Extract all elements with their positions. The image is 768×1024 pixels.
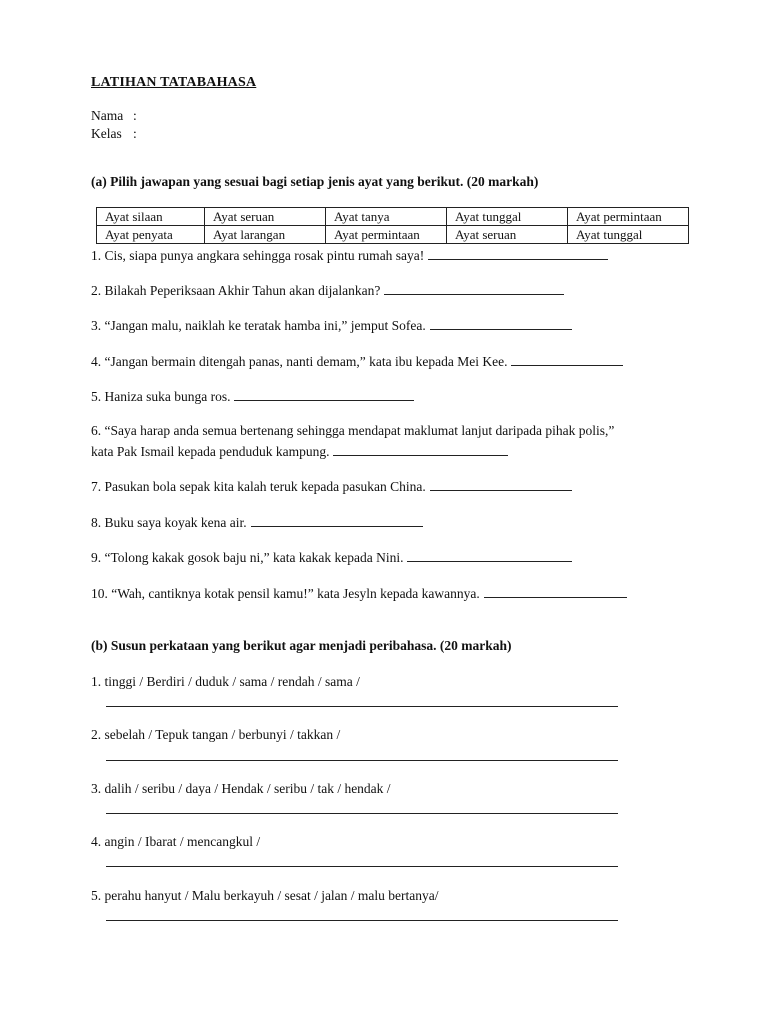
question-text: 8. Buku saya koyak kena air. <box>91 515 247 530</box>
question-b-5 <box>91 888 439 904</box>
class-field <box>91 126 137 142</box>
options-row <box>97 208 689 226</box>
class-separator: : <box>133 126 137 141</box>
question-text: 4. “Jangan bermain ditengah panas, nanti demam,” kata ibu kepada Mei Kee. <box>91 354 508 369</box>
question-a-6 <box>91 423 614 439</box>
question-b-1 <box>91 674 360 690</box>
question-a-6-continued <box>91 443 508 460</box>
answer-line[interactable] <box>106 866 618 867</box>
question-a-7 <box>91 478 572 495</box>
options-row <box>97 226 689 244</box>
question-text: 9. “Tolong kakak gosok baju ni,” kata kakak kepada Nini. <box>91 550 404 565</box>
question-a-1 <box>91 247 608 264</box>
question-a-4 <box>91 353 623 370</box>
option-cell: Ayat tunggal <box>568 226 689 244</box>
name-separator: : <box>133 108 137 123</box>
question-text: 3. dalih / seribu / daya / Hendak / seribu / tak / hendak / <box>91 781 391 796</box>
question-b-4 <box>91 834 260 850</box>
question-text: 7. Pasukan bola sepak kita kalah teruk kepada pasukan China. <box>91 479 426 494</box>
question-b-2 <box>91 727 340 743</box>
option-cell: Ayat tunggal <box>447 208 568 226</box>
question-text: 10. “Wah, cantiknya kotak pensil kamu!” kata Jesyln kepada kawannya. <box>91 586 480 601</box>
question-text: 1. tinggi / Berdiri / duduk / sama / rendah / sama / <box>91 674 360 689</box>
question-a-8 <box>91 514 423 531</box>
option-cell: Ayat seruan <box>205 208 326 226</box>
name-field <box>91 108 137 124</box>
question-a-9 <box>91 549 572 566</box>
name-label: Nama <box>91 108 124 123</box>
option-cell: Ayat silaan <box>97 208 205 226</box>
answer-options-table <box>96 207 689 244</box>
answer-blank[interactable] <box>251 514 423 527</box>
worksheet-title: LATIHAN TATABAHASA <box>91 75 257 90</box>
question-text: 3. “Jangan malu, naiklah ke teratak hamba ini,” jemput Sofea. <box>91 318 426 333</box>
option-cell: Ayat seruan <box>447 226 568 244</box>
class-label: Kelas <box>91 126 122 141</box>
question-text: 4. angin / Ibarat / mencangkul / <box>91 834 261 849</box>
answer-blank[interactable] <box>428 247 608 260</box>
answer-blank[interactable] <box>484 585 627 598</box>
question-text: 5. Haniza suka bunga ros. <box>91 389 231 404</box>
answer-line[interactable] <box>106 706 618 707</box>
question-text: kata Pak Ismail kepada penduduk kampung. <box>91 444 330 459</box>
question-text: 1. Cis, siapa punya angkara sehingga rosak pintu rumah saya! <box>91 248 425 263</box>
section-a-heading: (a) Pilih jawapan yang sesuai bagi setiap jenis ayat yang berikut. (20 markah) <box>91 174 539 189</box>
answer-line[interactable] <box>106 813 618 814</box>
answer-blank[interactable] <box>511 353 623 366</box>
answer-blank[interactable] <box>407 549 572 562</box>
answer-blank[interactable] <box>430 317 572 330</box>
answer-line[interactable] <box>106 920 618 921</box>
question-a-2 <box>91 282 564 299</box>
question-text: 2. Bilakah Peperiksaan Akhir Tahun akan dijalankan? <box>91 283 381 298</box>
option-cell: Ayat larangan <box>205 226 326 244</box>
question-a-5 <box>91 388 414 405</box>
question-text: 6. “Saya harap anda semua bertenang sehingga mendapat maklumat lanjut daripada pihak polis,” <box>91 423 615 438</box>
answer-blank[interactable] <box>430 478 572 491</box>
option-cell: Ayat permintaan <box>326 226 447 244</box>
option-cell: Ayat permintaan <box>568 208 689 226</box>
question-a-10 <box>91 585 627 602</box>
option-cell: Ayat penyata <box>97 226 205 244</box>
section-b-heading: (b) Susun perkataan yang berikut agar menjadi peribahasa. (20 markah) <box>91 638 512 653</box>
option-cell: Ayat tanya <box>326 208 447 226</box>
answer-blank[interactable] <box>384 282 564 295</box>
question-a-3 <box>91 317 572 334</box>
answer-blank[interactable] <box>333 443 508 456</box>
question-b-3 <box>91 781 391 797</box>
question-text: 5. perahu hanyut / Malu berkayuh / sesat / jalan / malu bertanya/ <box>91 888 439 903</box>
answer-line[interactable] <box>106 760 618 761</box>
question-text: 2. sebelah / Tepuk tangan / berbunyi / takkan / <box>91 727 341 742</box>
answer-blank[interactable] <box>234 388 414 401</box>
